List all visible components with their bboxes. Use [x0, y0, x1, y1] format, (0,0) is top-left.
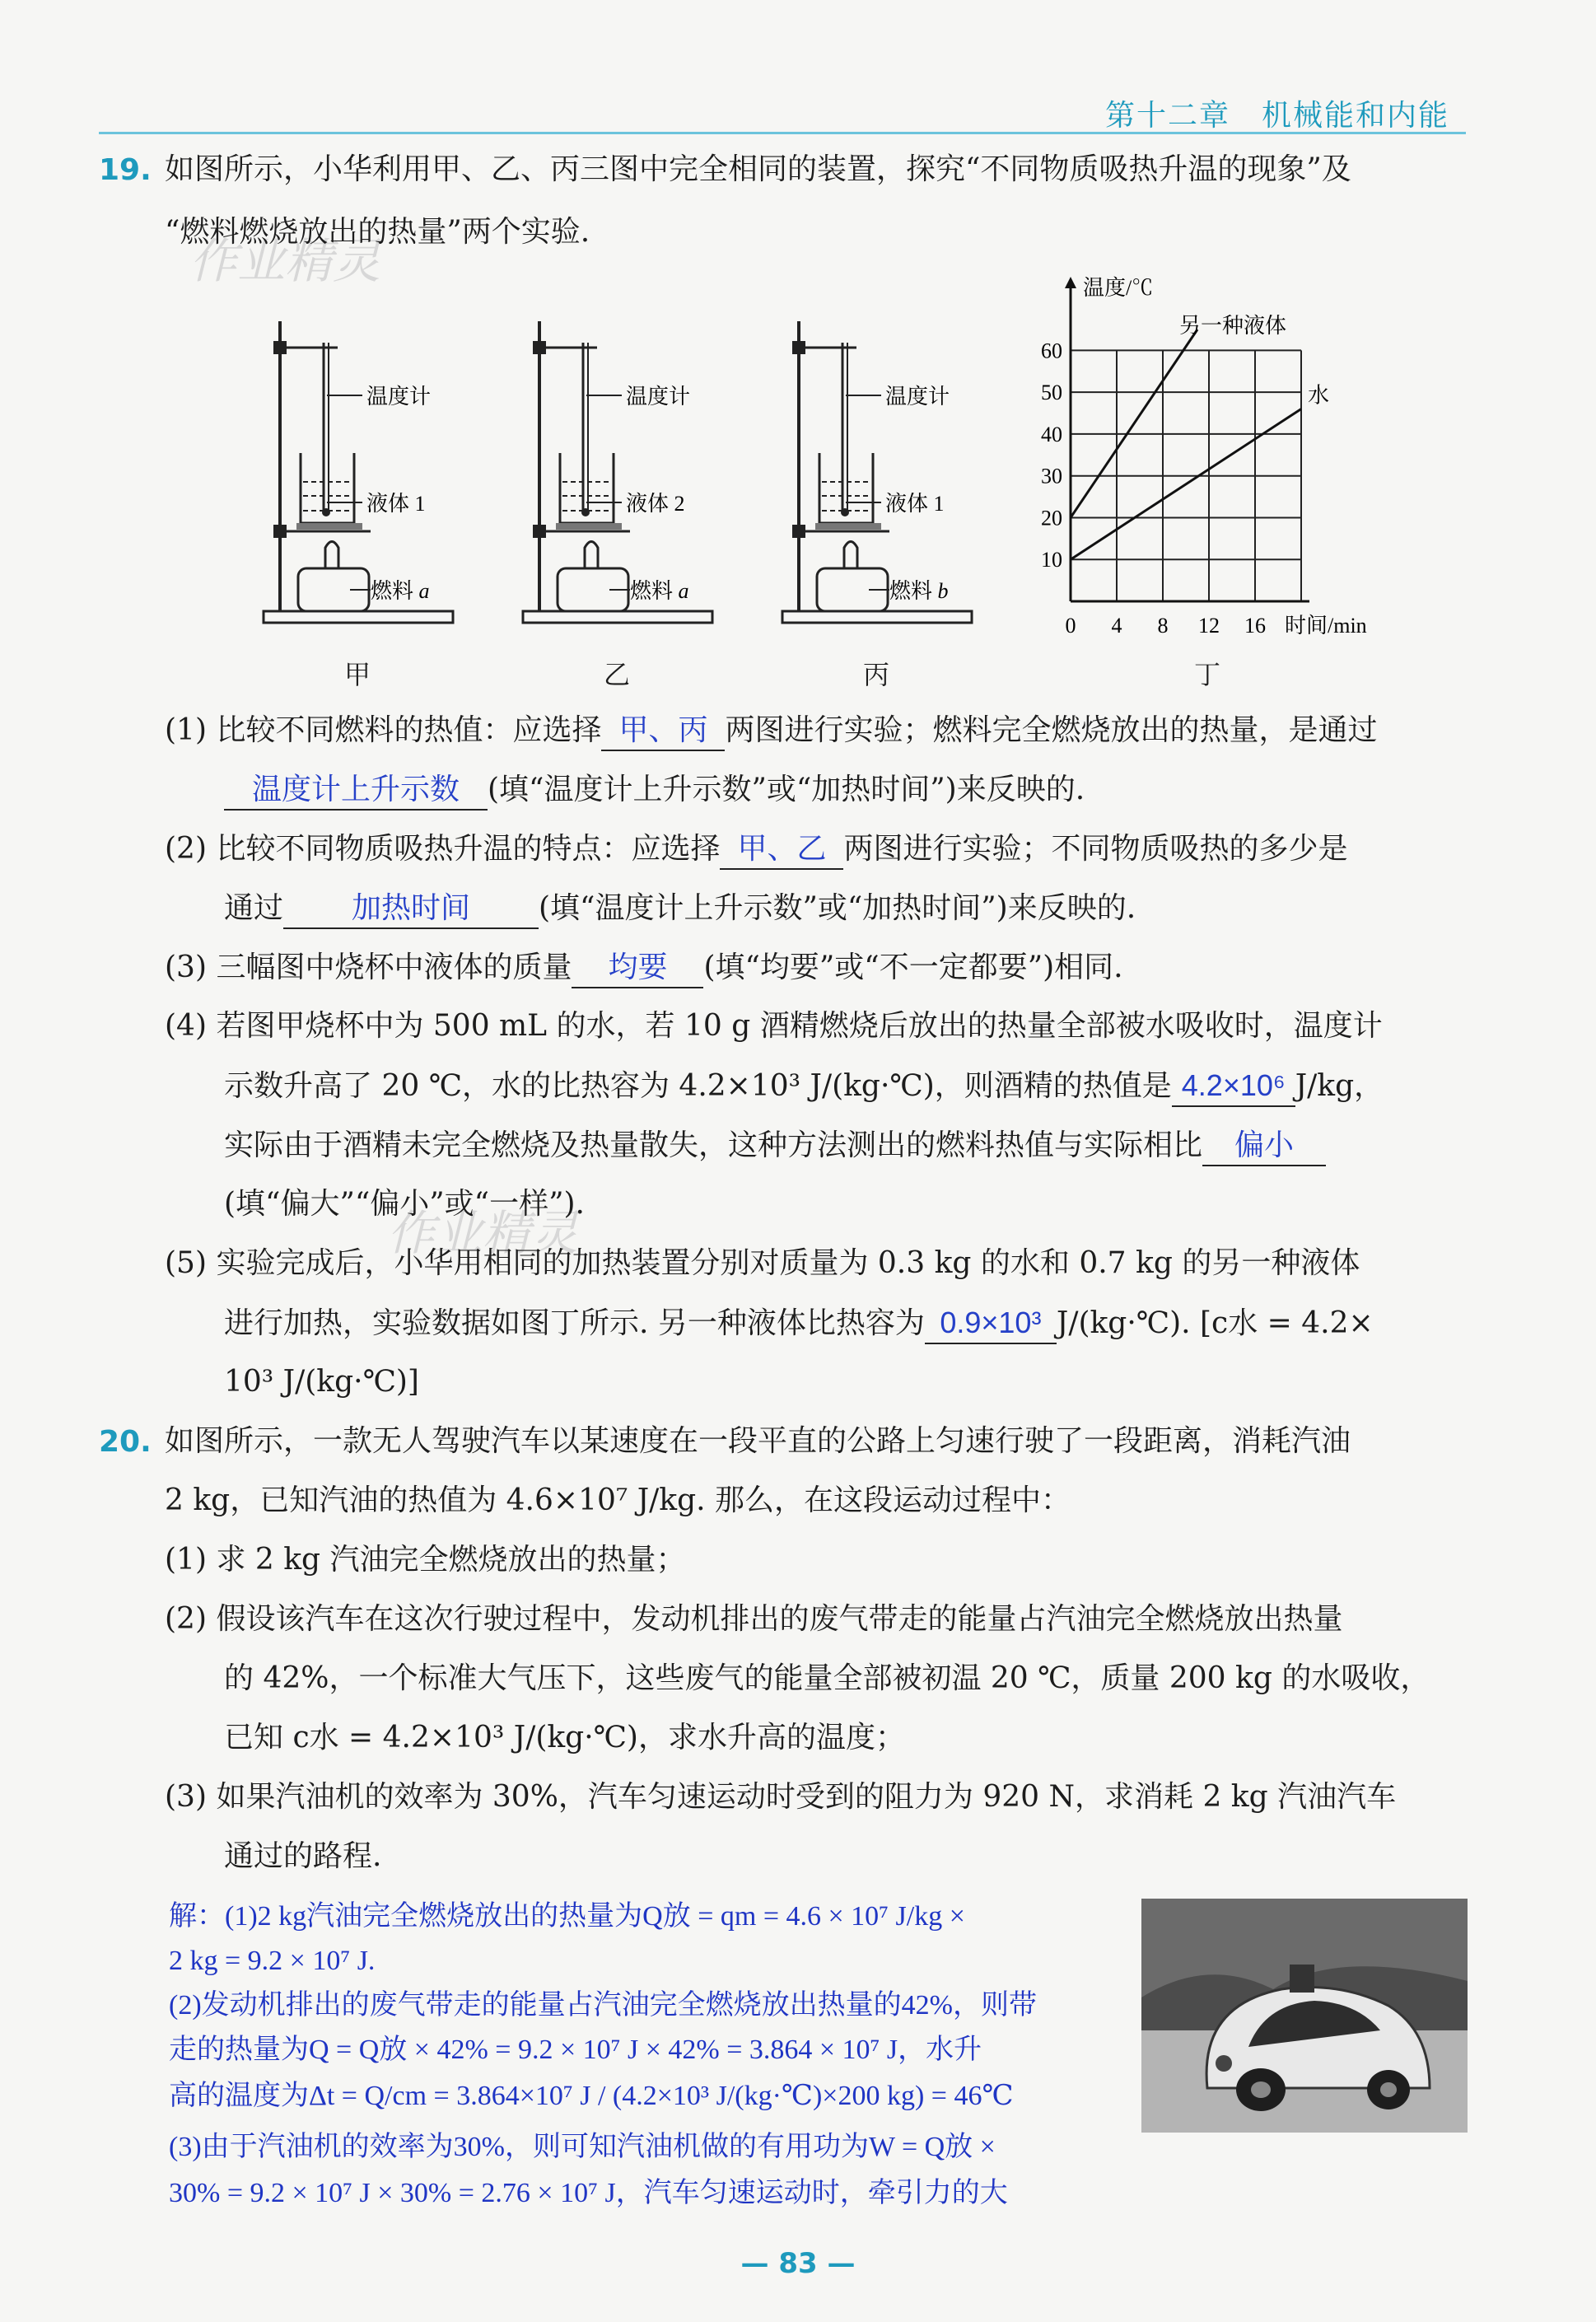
x-tick-label: 12	[1198, 614, 1220, 634]
label-fuel: 燃料 a	[630, 579, 689, 603]
q19-part4-line2: 示数升高了 20 ℃，水的比热容为 4.2×10³ J/(kg·℃)，则酒精的热值是 4.2×10⁶ J/kg，	[224, 1066, 1384, 1107]
series-line	[1071, 409, 1301, 559]
label-fuel: 燃料 a	[371, 579, 430, 603]
x-axis-label: 时间/min	[1285, 614, 1367, 634]
label-thermometer: 温度计	[366, 385, 432, 409]
answer-blank: 0.9×10³	[925, 1303, 1057, 1344]
caption-bing: 丙	[863, 659, 890, 690]
y-axis-label: 温度/℃	[1083, 276, 1154, 300]
q20-stem-line1: 如图所示，一款无人驾驶汽车以某速度在一段平直的公路上匀速行驶了一段距离，消耗汽油	[165, 1424, 1351, 1458]
label-thermometer: 温度计	[885, 385, 950, 409]
q20-stem-line2: 2 kg，已知汽油的热值为 4.6×10⁷ J/kg. 那么，在这段运动过程中：	[165, 1483, 1071, 1517]
apparatus-yi	[523, 321, 712, 623]
temperature-time-chart	[1021, 272, 1384, 634]
answer-blank: 均要	[572, 947, 703, 988]
x-tick-label: 16	[1244, 614, 1266, 634]
question-number-20: 20.	[99, 1425, 152, 1459]
y-tick-label: 60	[1041, 339, 1062, 363]
q19-part3: (3) 三幅图中烧杯中液体的质量 均要 (填“均要”或“不一定都要”)相同.	[165, 947, 1123, 988]
answer-blank: 甲、丙	[601, 710, 725, 751]
question-number-19: 19.	[99, 153, 152, 187]
x-tick-label: 8	[1157, 614, 1169, 634]
apparatus-jia	[264, 321, 453, 623]
series-label: 水	[1308, 383, 1330, 408]
caption-jia: 甲	[344, 659, 371, 690]
label-liquid: 液体 1	[366, 492, 426, 516]
y-tick-label: 20	[1041, 506, 1062, 530]
q20-part3-line2: 通过的路程.	[224, 1839, 382, 1873]
y-tick-label: 50	[1041, 381, 1062, 405]
x-tick-label: 0	[1065, 614, 1076, 634]
label-thermometer: 温度计	[626, 385, 691, 409]
q19-stem-line1: 如图所示，小华利用甲、乙、丙三图中完全相同的装置，探究“不同物质吸热升温的现象”及	[165, 152, 1351, 186]
answer-blank: 温度计上升示数	[224, 769, 488, 811]
q19-part4-line3: 实际由于酒精未完全燃烧及热量散失，这种方法测出的燃料热值与实际相比 偏小	[224, 1125, 1326, 1166]
solution-line2: 2 kg = 9.2 × 10⁷ J.	[169, 1946, 376, 1976]
y-tick-label: 40	[1041, 422, 1062, 446]
solution-line6: (3)由于汽油机的效率为30%，则可知汽油机做的有用功为W = Q放 ×	[169, 2132, 996, 2162]
q19-part5-line3: 10³ J/(kg·℃)]	[224, 1365, 419, 1399]
answer-blank: 4.2×10⁶	[1172, 1066, 1295, 1107]
solution-line1: 解：(1)2 kg汽油完全燃烧放出的热量为Q放 = qm = 4.6 × 10⁷ J/kg ×	[169, 1901, 965, 1932]
q19-part4-line1: (4) 若图甲烧杯中为 500 mL 的水，若 10 g 酒精燃烧后放出的热量全部被水吸收时，温度计	[165, 1009, 1383, 1043]
q20-part2-line2: 的 42%，一个标准大气压下，这些废气的能量全部被初温 20 ℃，质量 200 kg 的水吸收，	[224, 1661, 1430, 1695]
driverless-car-photo	[1141, 1899, 1468, 2133]
q20-part2-line1: (2) 假设该汽车在这次行驶过程中，发动机排出的废气带走的能量占汽油完全燃烧放出热量	[165, 1602, 1343, 1636]
y-tick-label: 30	[1041, 464, 1062, 488]
q19-part5-line2: 进行加热，实验数据如图丁所示. 另一种液体比热容为 0.9×10³ J/(kg·℃). [c水 = 4.2×	[224, 1303, 1374, 1344]
solution-line3: (2)发动机排出的废气带走的能量占汽油完全燃烧放出热量的42%，则带	[169, 1990, 1037, 2021]
x-tick-label: 4	[1111, 614, 1122, 634]
page-header	[99, 92, 1466, 134]
label-liquid: 液体 2	[626, 492, 685, 516]
q19-part4-line4: (填“偏大”“偏小”或“一样”).	[224, 1187, 585, 1221]
q19-part1-line1: (1) 比较不同燃料的热值：应选择 甲、丙 两图进行实验；燃料完全燃烧放出的热量，是通过	[165, 710, 1377, 751]
apparatus-figures	[247, 305, 1005, 634]
watermark: 作业精灵	[387, 1205, 579, 1261]
answer-blank: 偏小	[1202, 1125, 1326, 1166]
q20-part1: (1) 求 2 kg 汽油完全燃烧放出的热量；	[165, 1543, 686, 1577]
q19-part2-line1: (2) 比较不同物质吸热升温的特点：应选择 甲、乙 两图进行实验；不同物质吸热的多少是	[165, 829, 1347, 870]
answer-blank: 甲、乙	[720, 829, 843, 870]
caption-yi: 乙	[604, 659, 631, 690]
y-axis-arrow	[1065, 277, 1076, 288]
label-liquid: 液体 1	[885, 492, 945, 516]
q19-part5-line1: (5) 实验完成后，小华用相同的加热装置分别对质量为 0.3 kg 的水和 0.7 kg 的另一种液体	[165, 1246, 1360, 1280]
label-fuel: 燃料 b	[889, 579, 949, 603]
page-number: — 83 —	[740, 2247, 856, 2280]
caption-ding: 丁	[1194, 659, 1221, 690]
solution-line5: 高的温度为Δt = Q/cm = 3.864×10⁷ J / (4.2×10³ J/(kg·℃)×200 kg) = 46℃	[169, 2081, 1014, 2111]
q19-part2-line2: 通过 加热时间 (填“温度计上升示数”或“加热时间”)来反映的.	[224, 888, 1136, 929]
q19-stem-line2: “燃料燃烧放出的热量”两个实验.	[165, 215, 590, 249]
q20-part3-line1: (3) 如果汽油机的效率为 30%，汽车匀速运动时受到的阻力为 920 N，求消耗 2 kg 汽油汽车	[165, 1780, 1397, 1814]
q20-part2-line3: 已知 c水 = 4.2×10³ J/(kg·℃)，求水升高的温度；	[224, 1721, 905, 1754]
chapter-title: 第十二章 机械能和内能	[1104, 99, 1449, 133]
solution-line4: 走的热量为Q = Q放 × 42% = 9.2 × 10⁷ J × 42% = 3.864 × 10⁷ J，水升	[169, 2035, 982, 2065]
solution-line7: 30% = 9.2 × 10⁷ J × 30% = 2.76 × 10⁷ J，汽车匀速运动时，牵引力的大	[169, 2178, 1008, 2208]
watermark: 作业精灵	[189, 233, 381, 289]
y-tick-label: 10	[1041, 548, 1062, 572]
series-label: 另一种液体	[1179, 314, 1287, 338]
apparatus-bing	[782, 321, 972, 623]
q19-part1-line2: 温度计上升示数 (填“温度计上升示数”或“加热时间”)来反映的.	[224, 769, 1085, 811]
answer-blank: 加热时间	[283, 888, 539, 929]
